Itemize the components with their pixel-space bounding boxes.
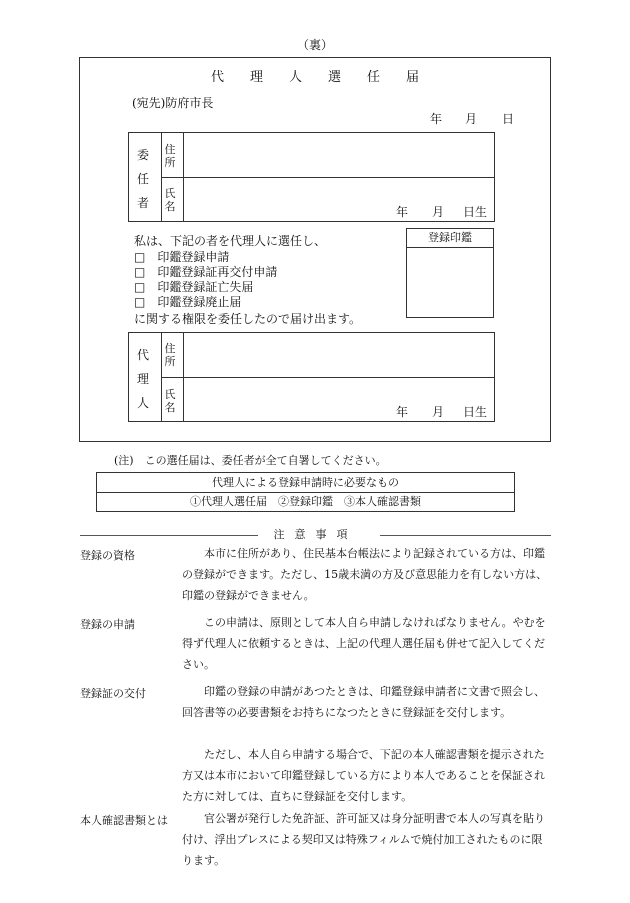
principal-address-field[interactable] xyxy=(184,133,493,176)
form-title: 代理人選任届 xyxy=(210,70,445,85)
requirements-box xyxy=(96,472,515,512)
principal-address-label: 住 所 xyxy=(164,143,176,169)
notice-body-application: この申請は、原則として本人自ら申請しなければなりません。やむを得ず代理人に依頼するときは、上記の代理人選任届も併せて記入してください。 xyxy=(182,616,546,671)
notice-body-id-documents: 官公署が発行した免許証、許可証又は身分証明書で本人の写真を貼り付け、浮出プレスによる契印又は特殊フィルムで焼付加工されたものに限ります。 xyxy=(182,812,545,867)
agent-name-field[interactable] xyxy=(184,377,493,421)
checkbox-reissue[interactable]: □ 印鑑登録証再交付申請 xyxy=(134,265,278,279)
requirements-title: 代理人による登録申請時に必要なもの xyxy=(97,473,514,493)
delegation-statement-end: に関する権限を委任したので届け出ます。 xyxy=(134,312,362,326)
notice-body-issuance-1: 印鑑の登録の申請があつたときは、印鑑登録申請者に文書で照会し、回答書等の必要書類をお持ちになつたときに登録証を交付します。 xyxy=(182,685,545,719)
date-month-label: 月 xyxy=(465,112,478,126)
agent-heading: 代 理 人 xyxy=(136,348,149,410)
notice-body-eligibility: 本市に住所があり、住民基本台帳法により記録されている方は、印鑑の登録ができます。ただし、15歳未満の方及び意思能力を有しない方は、印鑑の登録ができません。 xyxy=(182,547,548,602)
requirements-items: ①代理人選任届 ②登録印鑑 ③本人確認書類 xyxy=(190,495,421,508)
addressee: (宛先)防府市長 xyxy=(132,96,214,110)
notice-term-application: 登録の申請 xyxy=(80,618,135,631)
checkbox-abolition[interactable]: □ 印鑑登録廃止届 xyxy=(134,295,242,309)
agent-address-field[interactable] xyxy=(184,333,493,376)
checkbox-seal-registration[interactable]: □ 印鑑登録申請 xyxy=(134,250,230,264)
seal-label: 登録印鑑 xyxy=(407,229,493,248)
notice-body-issuance-2: ただし、本人自ら申請する場合で、下記の本人確認書類を提示された方又は本市において印鑑登録している方により本人であることを保証された方に対しては、直ちに登録証を交付します。 xyxy=(182,748,545,803)
principal-name-field[interactable] xyxy=(184,177,493,221)
notice-term-eligibility: 登録の資格 xyxy=(80,549,135,562)
date-day-label: 日 xyxy=(502,112,515,126)
date-year-label: 年 xyxy=(430,112,443,126)
agent-address-label: 住 所 xyxy=(164,342,176,368)
notice-term-id-documents: 本人確認書類とは xyxy=(80,814,168,827)
seal-box[interactable] xyxy=(406,228,494,318)
agent-name-label: 氏 名 xyxy=(164,388,176,414)
notice-term-issuance: 登録証の交付 xyxy=(80,687,146,700)
page-label: （裏） xyxy=(296,38,333,52)
principal-name-label: 氏 名 xyxy=(164,187,176,213)
notices-header xyxy=(80,528,551,542)
notices-header-label: 注意事項 xyxy=(273,528,358,541)
self-signature-note: (注) この選任届は、委任者が全て自署してください。 xyxy=(114,454,387,467)
principal-heading: 委 任 者 xyxy=(136,148,149,210)
delegation-statement: 私は、下記の者を代理人に選任し、 xyxy=(134,234,327,248)
checkbox-loss[interactable]: □ 印鑑登録証亡失届 xyxy=(134,280,254,294)
